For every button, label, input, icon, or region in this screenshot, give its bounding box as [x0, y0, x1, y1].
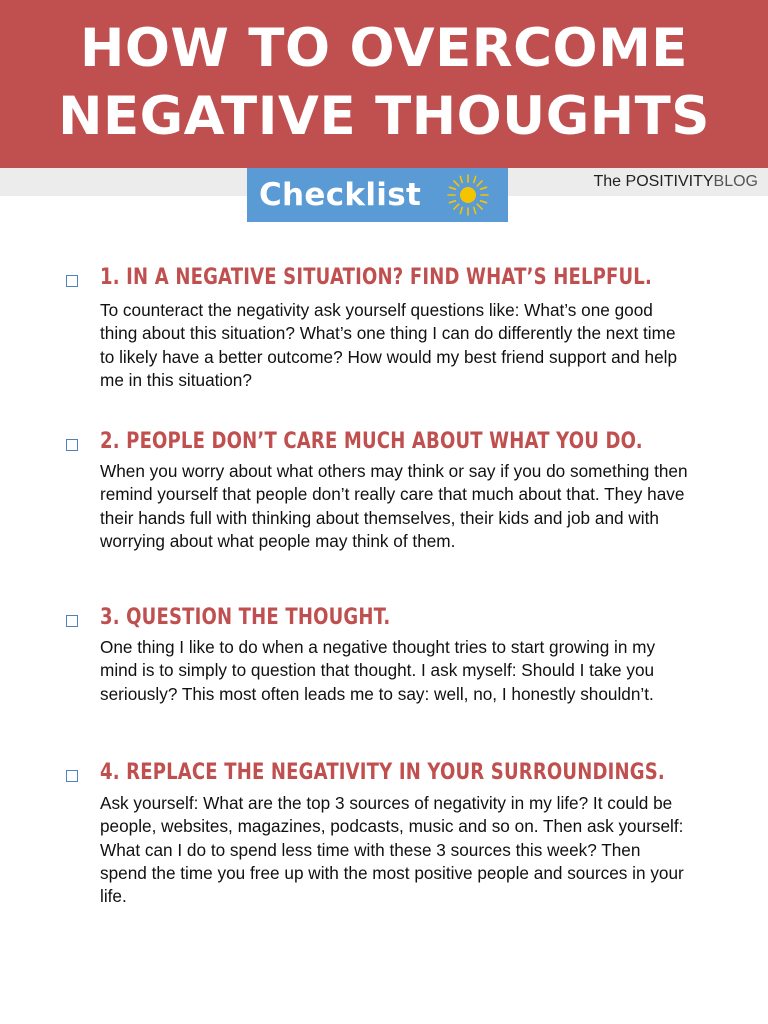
title-line-2: NEGATIVE THOUGHTS	[58, 86, 710, 147]
checkbox[interactable]	[66, 439, 78, 451]
brand-suffix: BLOG	[713, 173, 758, 190]
item-title: 3. QUESTION THE THOUGHT.	[100, 605, 391, 630]
brand-logo	[594, 173, 759, 191]
item-title: 2. PEOPLE DON’T CARE MUCH ABOUT WHAT YOU DO.	[100, 429, 643, 454]
brand-bold: POSITIVITY	[625, 173, 714, 190]
item-body: One thing I like to do when a negative thought tries to start growing in my mind is to simply to question that thought. I ask myself: Should I take you seriously? This most often leads me to say: well, no, I honestly shouldn’t.	[100, 637, 656, 704]
item-body: When you worry about what others may think or say if you do something then remind yourself that people don’t really care that much about that. They have their hands full with thinking about themselves, their kids and job and with worrying about what people may think of them.	[100, 461, 688, 551]
item-body: To counteract the negativity ask yourself questions like: What’s one good thing about this situation? What’s one thing I can do differently the next time to likely have a better outcome? How would my best friend support and help me in this situation?	[100, 300, 678, 390]
title-line-1: HOW TO OVERCOME	[79, 18, 689, 79]
checklist-label: Checklist	[259, 177, 422, 213]
checkbox[interactable]	[66, 770, 78, 782]
sun-icon	[445, 172, 491, 218]
item-title: 1. IN A NEGATIVE SITUATION? FIND WHAT’S HELPFUL.	[100, 265, 652, 290]
checkbox[interactable]	[66, 615, 78, 627]
item-body: Ask yourself: What are the top 3 sources of negativity in my life? It could be people, websites, magazines, podcasts, music and so on. Then ask yourself: What can I do to spend less time with these 3 sources this week? Then spend the time you free up with the most positive people and sources in your life.	[100, 793, 684, 907]
checkbox[interactable]	[66, 275, 78, 287]
item-title: 4. REPLACE THE NEGATIVITY IN YOUR SURROUNDINGS.	[100, 760, 665, 785]
checklist-badge	[247, 168, 508, 222]
brand-prefix: The	[593, 173, 626, 190]
header-banner	[0, 0, 768, 168]
